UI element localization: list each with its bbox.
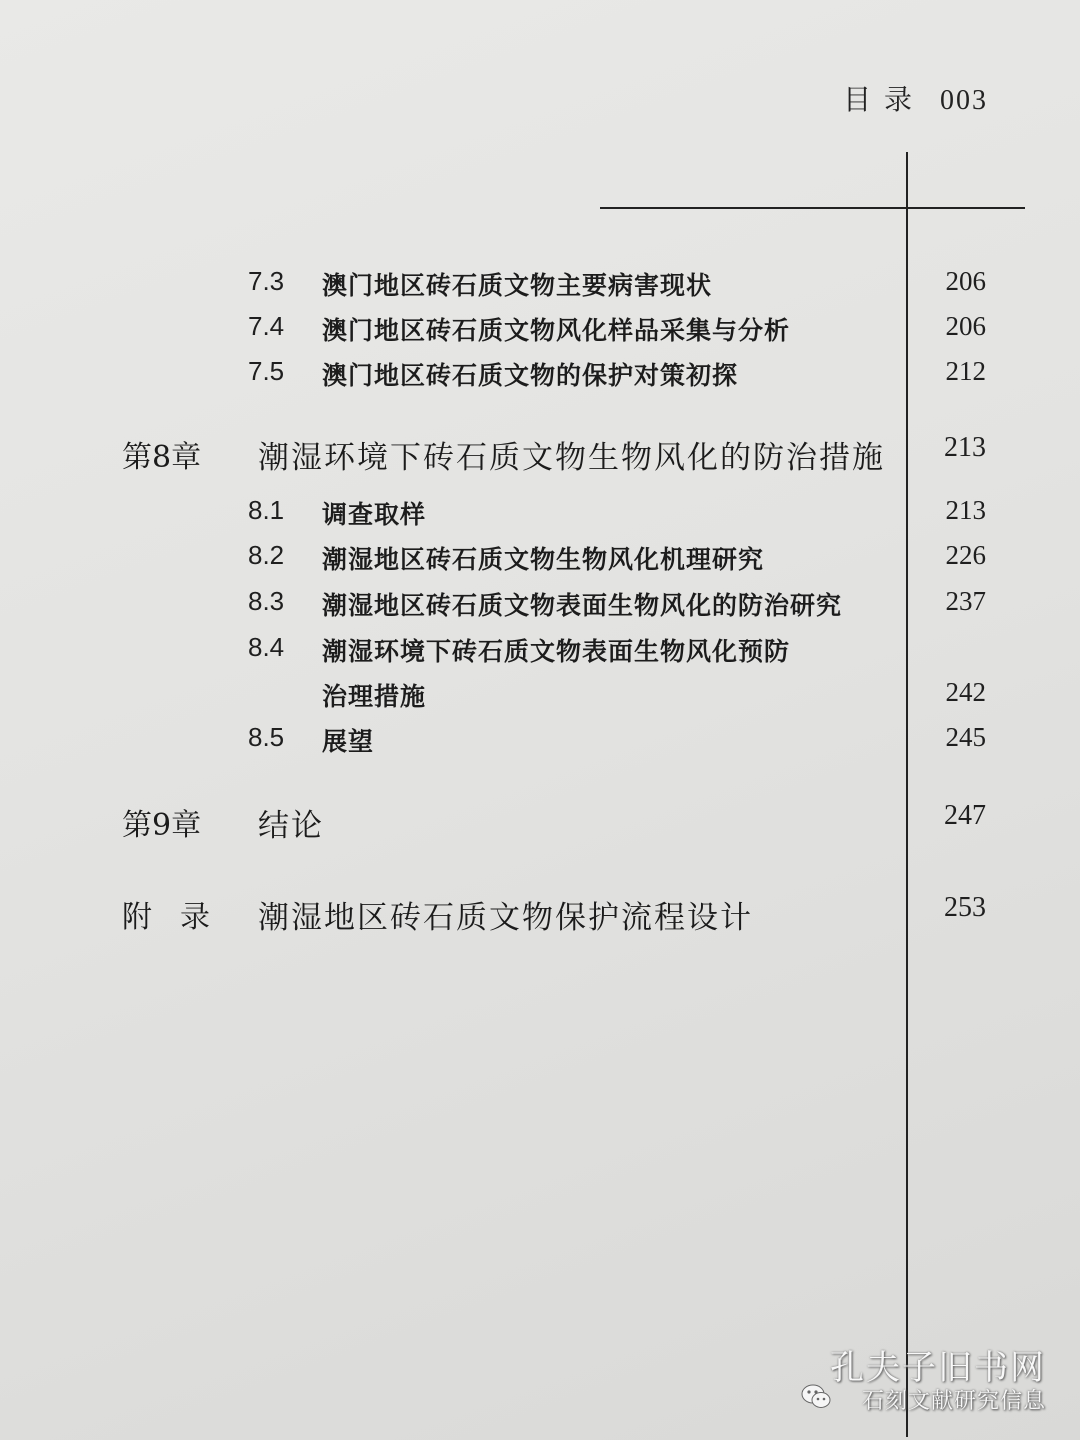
chapter-title: 潮湿环境下砖石质文物生物风化的防治措施: [258, 440, 885, 476]
section-number: 7.3: [248, 266, 285, 296]
page-number: 213: [944, 432, 986, 463]
section-number: 8.2: [248, 540, 285, 570]
show-through-text: [500, 196, 512, 236]
page-number: 213: [945, 495, 986, 525]
vertical-rule: [906, 152, 908, 1437]
section-title: 展望: [322, 727, 375, 756]
section-number: 7.4: [248, 311, 285, 341]
watermark-account-name: 石刻文献研究信息: [861, 1389, 1046, 1414]
section-title-continued: 治理措施: [322, 682, 427, 711]
section-title: 澳门地区砖石质文物主要病害现状: [322, 271, 713, 300]
watermark: [800, 1340, 1050, 1420]
section-number: 8.3: [248, 586, 285, 616]
section-title: 潮湿地区砖石质文物生物风化机理研究: [322, 545, 765, 574]
page-number: 212: [945, 356, 986, 386]
page-number: 245: [945, 722, 986, 752]
page-number: 253: [944, 892, 986, 923]
section-number: 8.5: [248, 722, 285, 752]
chapter-title: 结论: [258, 808, 324, 844]
running-head: [843, 78, 988, 118]
page-number: 242: [945, 677, 986, 707]
page-number: 226: [945, 540, 986, 570]
section-number: 8.1: [248, 495, 285, 525]
section-title: 调查取样: [322, 500, 427, 529]
section-title: 潮湿环境下砖石质文物表面生物风化预防: [322, 637, 791, 666]
wechat-icon: [800, 1380, 834, 1414]
page-number: 206: [945, 266, 986, 296]
chapter-number: 第9章: [122, 808, 202, 843]
section-title: 澳门地区砖石质文物的保护对策初探: [322, 361, 739, 390]
watermark-site-name: 孔夫子旧书网: [830, 1348, 1046, 1388]
page-folio: 003: [940, 85, 988, 116]
horizontal-rule: [600, 207, 1025, 209]
page-number: 247: [944, 800, 986, 831]
page-number: 237: [945, 586, 986, 616]
section-title: 潮湿地区砖石质文物表面生物风化的防治研究: [322, 591, 843, 620]
section-title: 澳门地区砖石质文物风化样品采集与分析: [322, 316, 791, 345]
chapter-number: 第8章: [122, 440, 202, 475]
section-number: 7.5: [248, 356, 285, 386]
running-head-label: 目 录: [843, 83, 914, 116]
appendix-label: 附录: [122, 900, 238, 935]
page-number: 206: [945, 311, 986, 341]
section-number: 8.4: [248, 632, 285, 662]
appendix-title: 潮湿地区砖石质文物保护流程设计: [258, 900, 753, 936]
